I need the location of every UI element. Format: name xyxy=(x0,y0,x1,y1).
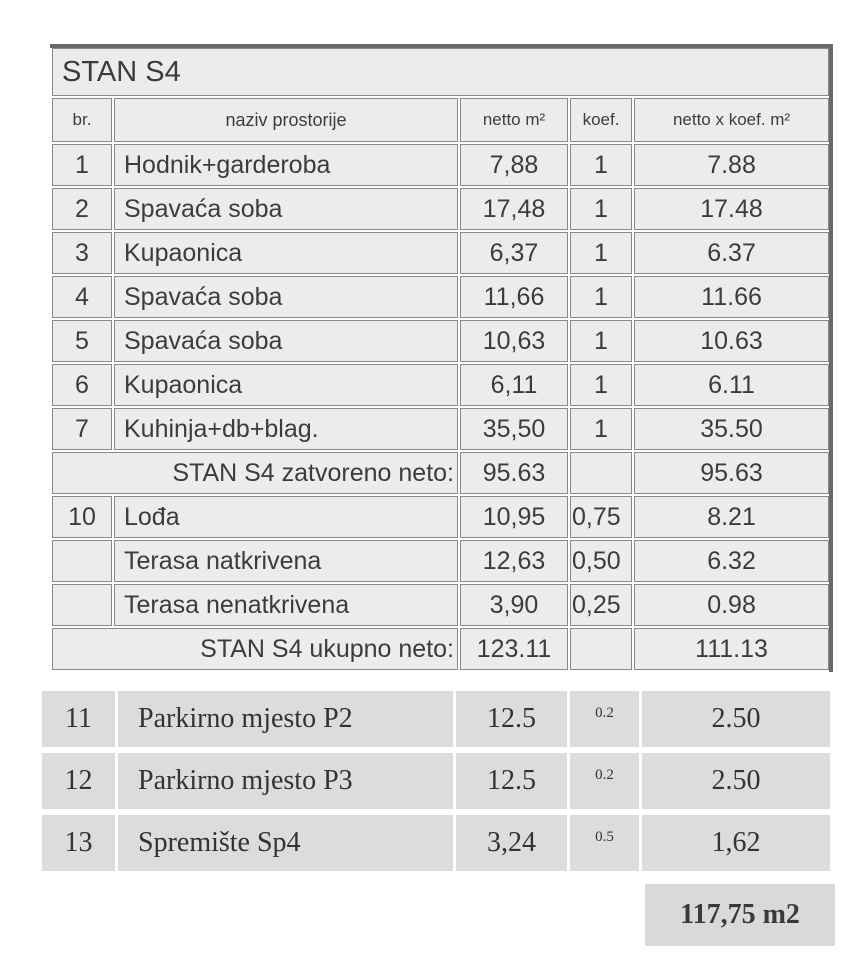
row-number xyxy=(51,539,113,583)
room-coefficient: 1 xyxy=(569,187,633,231)
room-weighted-area: 8.21 xyxy=(633,495,831,539)
header-netto-koef: netto x koef. m² xyxy=(633,97,831,143)
room-area: 10,63 xyxy=(459,319,569,363)
space-name: Parkirno mjesto P2 xyxy=(118,691,456,747)
table-row xyxy=(42,753,830,809)
row-number xyxy=(51,583,113,627)
room-weighted-area: 17.48 xyxy=(633,187,831,231)
room-area: 12,63 xyxy=(459,539,569,583)
room-weighted-area: 0.98 xyxy=(633,583,831,627)
space-area: 12.5 xyxy=(456,691,570,747)
room-area: 6,37 xyxy=(459,231,569,275)
room-coefficient: 1 xyxy=(569,319,633,363)
row-number: 6 xyxy=(51,363,113,407)
header-koef: koef. xyxy=(569,97,633,143)
table-row xyxy=(51,143,831,187)
room-name: Spavaća soba xyxy=(113,187,459,231)
space-coefficient: 0.2 xyxy=(570,753,642,809)
row-number: 3 xyxy=(51,231,113,275)
header-row xyxy=(51,97,831,143)
space-area: 12.5 xyxy=(456,753,570,809)
subtotal-closed-label: STAN S4 zatvoreno neto: xyxy=(51,451,459,495)
row-number: 12 xyxy=(42,753,118,809)
room-name: Kupaonica xyxy=(113,231,459,275)
subtotal-total-label: STAN S4 ukupno neto: xyxy=(51,627,459,671)
room-area: 17,48 xyxy=(459,187,569,231)
subtotal-total-coefficient xyxy=(569,627,633,671)
table-row xyxy=(51,275,831,319)
space-weighted-area: 2.50 xyxy=(642,753,830,809)
table-title: STAN S4 xyxy=(51,46,831,97)
subtotal-closed-coefficient xyxy=(569,451,633,495)
table-row xyxy=(51,319,831,363)
row-number: 5 xyxy=(51,319,113,363)
room-area: 10,95 xyxy=(459,495,569,539)
space-name: Spremište Sp4 xyxy=(118,815,456,871)
space-weighted-area: 1,62 xyxy=(642,815,830,871)
apartment-area-table xyxy=(50,44,833,672)
subtotal-total-area: 123.11 xyxy=(459,627,569,671)
room-weighted-area: 7.88 xyxy=(633,143,831,187)
room-name: Kupaonica xyxy=(113,363,459,407)
room-name: Hodnik+garderoba xyxy=(113,143,459,187)
room-coefficient: 0,25 xyxy=(569,583,633,627)
row-number: 2 xyxy=(51,187,113,231)
space-area: 3,24 xyxy=(456,815,570,871)
room-coefficient: 1 xyxy=(569,407,633,451)
room-name: Spavaća soba xyxy=(113,319,459,363)
room-coefficient: 0,75 xyxy=(569,495,633,539)
room-weighted-area: 10.63 xyxy=(633,319,831,363)
row-number: 11 xyxy=(42,691,118,747)
row-number: 4 xyxy=(51,275,113,319)
room-area: 11,66 xyxy=(459,275,569,319)
table-title-row xyxy=(51,46,831,97)
room-weighted-area: 6.37 xyxy=(633,231,831,275)
room-weighted-area: 11.66 xyxy=(633,275,831,319)
table-row xyxy=(42,815,830,871)
room-name: Kuhinja+db+blag. xyxy=(113,407,459,451)
space-coefficient: 0.2 xyxy=(570,691,642,747)
table-row xyxy=(51,539,831,583)
table-row xyxy=(51,187,831,231)
room-area: 6,11 xyxy=(459,363,569,407)
table-row xyxy=(42,691,830,747)
room-weighted-area: 6.11 xyxy=(633,363,831,407)
subtotal-total-row xyxy=(51,627,831,671)
subtotal-total-weighted-area: 111.13 xyxy=(633,627,831,671)
parking-storage-table xyxy=(42,685,830,877)
row-number: 10 xyxy=(51,495,113,539)
subtotal-closed-weighted-area: 95.63 xyxy=(633,451,831,495)
room-name: Terasa nenatkrivena xyxy=(113,583,459,627)
table-row xyxy=(51,495,831,539)
room-area: 7,88 xyxy=(459,143,569,187)
room-weighted-area: 6.32 xyxy=(633,539,831,583)
header-netto: netto m² xyxy=(459,97,569,143)
space-name: Parkirno mjesto P3 xyxy=(118,753,456,809)
room-coefficient: 1 xyxy=(569,231,633,275)
room-coefficient: 1 xyxy=(569,275,633,319)
room-weighted-area: 35.50 xyxy=(633,407,831,451)
row-number: 7 xyxy=(51,407,113,451)
subtotal-closed-area: 95.63 xyxy=(459,451,569,495)
room-coefficient: 1 xyxy=(569,143,633,187)
subtotal-closed-row xyxy=(51,451,831,495)
row-number: 1 xyxy=(51,143,113,187)
room-coefficient: 1 xyxy=(569,363,633,407)
table-row xyxy=(51,231,831,275)
header-br: br. xyxy=(51,97,113,143)
table-row xyxy=(51,583,831,627)
grand-total: 117,75 m2 xyxy=(645,884,835,946)
row-number: 13 xyxy=(42,815,118,871)
room-name: Terasa natkrivena xyxy=(113,539,459,583)
table-row xyxy=(51,407,831,451)
room-name: Lođa xyxy=(113,495,459,539)
room-name: Spavaća soba xyxy=(113,275,459,319)
room-area: 35,50 xyxy=(459,407,569,451)
space-weighted-area: 2.50 xyxy=(642,691,830,747)
table-row xyxy=(51,363,831,407)
room-coefficient: 0,50 xyxy=(569,539,633,583)
room-area: 3,90 xyxy=(459,583,569,627)
header-naziv: naziv prostorije xyxy=(113,97,459,143)
space-coefficient: 0.5 xyxy=(570,815,642,871)
